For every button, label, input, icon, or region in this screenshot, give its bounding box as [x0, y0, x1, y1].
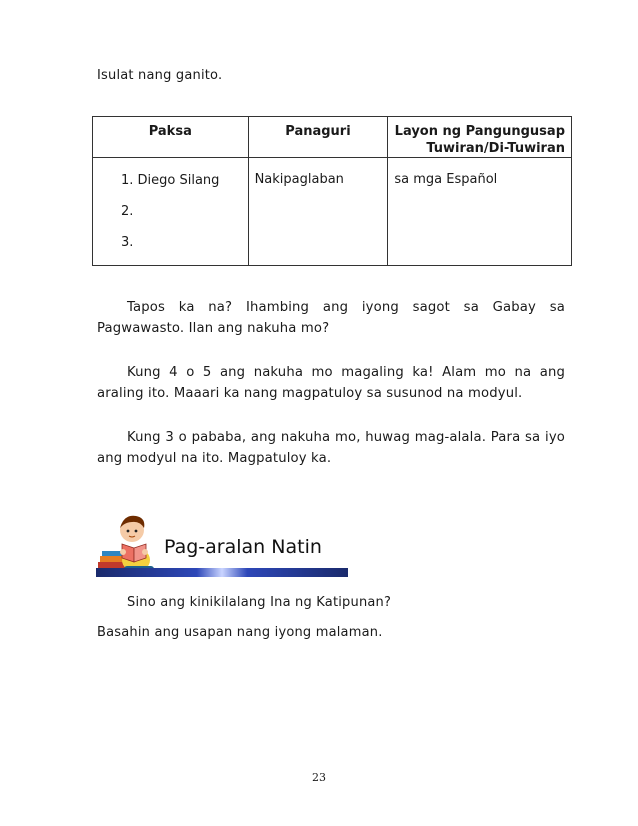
- header-paksa: Paksa: [93, 117, 249, 158]
- answer-table: [92, 116, 572, 266]
- instruction-text: Isulat nang ganito.: [97, 68, 223, 83]
- page-number: 23: [312, 771, 326, 784]
- cell-layon: sa mga Español: [388, 158, 572, 266]
- paragraph-2-text: Kung 4 o 5 ang nakuha mo magaling ka! Alam mo na ang araling ito. Maaari ka nang magpatuloy sa susunod na modyul.: [97, 365, 565, 401]
- list-item: 2.: [121, 204, 134, 219]
- header-layon-line2: Tuwiran/Di-Tuwiran: [426, 141, 565, 156]
- header-panaguri: Panaguri: [248, 117, 388, 158]
- question-1: Sino ang kinikilalang Ina ng Katipunan?: [127, 595, 392, 610]
- paragraph-3-text: Kung 3 o pababa, ang nakuha mo, huwag mag-alala. Para sa iyo ang modyul na ito. Magpatuloy ka.: [97, 430, 565, 466]
- list-item: 1. Diego Silang: [121, 173, 220, 188]
- table-row: [93, 158, 572, 266]
- paragraph-1: [97, 297, 565, 339]
- question-2: Basahin ang usapan nang iyong malaman.: [97, 625, 383, 640]
- section-title: Pag-aralan Natin: [164, 536, 322, 558]
- paragraph-1-text: Tapos ka na? Ihambing ang iyong sagot sa Gabay sa Pagwawasto. Ilan ang nakuha mo?: [97, 300, 565, 336]
- header-layon-line1: Layon ng Pangungusap: [394, 124, 565, 139]
- cell-panaguri: Nakipaglaban: [248, 158, 388, 266]
- paragraph-3: [97, 427, 565, 469]
- header-layon: [388, 117, 572, 158]
- cell-paksa: [93, 158, 249, 266]
- paksa-list: [99, 172, 242, 265]
- paragraph-2: [97, 362, 565, 404]
- section-divider: [96, 568, 348, 577]
- table-header-row: [93, 117, 572, 158]
- list-item: 3.: [121, 235, 134, 250]
